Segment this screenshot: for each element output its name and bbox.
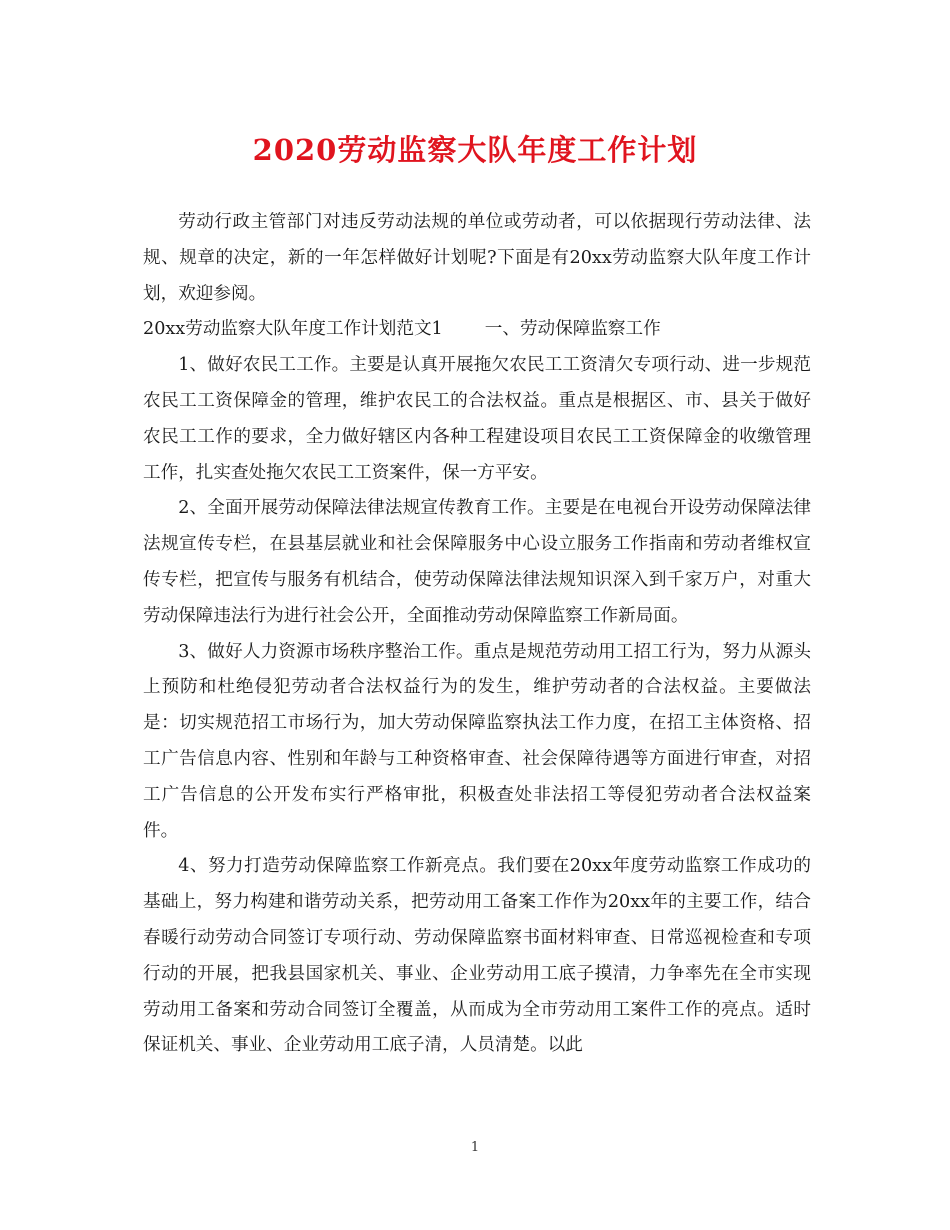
document-body bbox=[143, 205, 811, 1064]
intro-paragraph: 劳动行政主管部门对违反劳动法规的单位或劳动者，可以依据现行劳动法律、法规、规章的决定，新的一年怎样做好计划呢?下面是有20xx劳动监察大队年度工作计划，欢迎参阅。 bbox=[143, 212, 811, 304]
sample-heading: 20xx劳动监察大队年度工作计划范文1 bbox=[143, 319, 443, 340]
paragraph-3: 3、做好人力资源市场秩序整治工作。重点是规范劳动用工招工行为，努力从源头上预防和杜绝侵犯劳动者合法权益行为的发生，维护劳动者的合法权益。主要做法是：切实规范招工市场行为，加大劳动保障监察执法工作力度，在招工主体资格、招工广告信息内容、性别和年龄与工种资格审查、社会保障待遇等方面进行审查，对招工广告信息的公开发布实行严格审批，积极查处非法招工等侵犯劳动者合法权益案件。 bbox=[143, 641, 811, 841]
page-number: 1 bbox=[470, 1140, 480, 1155]
section-heading: 一、劳动保障监察工作 bbox=[484, 319, 661, 340]
heading-line bbox=[143, 312, 811, 348]
paragraph-4: 4、努力打造劳动保障监察工作新亮点。我们要在20xx年度劳动监察工作成功的基础上，努力构建和谐劳动关系，把劳动用工备案工作作为20xx年的主要工作，结合春暖行动劳动合同签订专项行动、劳动保障监察书面材料审查、日常巡视检查和专项行动的开展，把我县国家机关、事业、企业劳动用工底子摸清，力争率先在全市实现劳动用工备案和劳动合同签订全覆盖，从而成为全市劳动用工案件工作的亮点。适时保证机关、事业、企业劳动用工底子清，人员清楚。以此 bbox=[143, 856, 811, 1056]
document-title: 2020劳动监察大队年度工作计划 bbox=[252, 133, 698, 167]
paragraph-1: 1、做好农民工工作。主要是认真开展拖欠农民工工资清欠专项行动、进一步规范农民工工资保障金的管理，维护农民工的合法权益。重点是根据区、市、县关于做好农民工工作的要求，全力做好辖区内各种工程建设项目农民工工资保障金的收缴管理工作，扎实查处拖欠农民工工资案件，保一方平安。 bbox=[143, 355, 811, 483]
paragraph-2: 2、全面开展劳动保障法律法规宣传教育工作。主要是在电视台开设劳动保障法律法规宣传专栏，在县基层就业和社会保障服务中心设立服务工作指南和劳动者维权宣传专栏，把宣传与服务有机结合，使劳动保障法律法规知识深入到千家万户，对重大劳动保障违法行为进行社会公开，全面推动劳动保障监察工作新局面。 bbox=[143, 498, 811, 626]
